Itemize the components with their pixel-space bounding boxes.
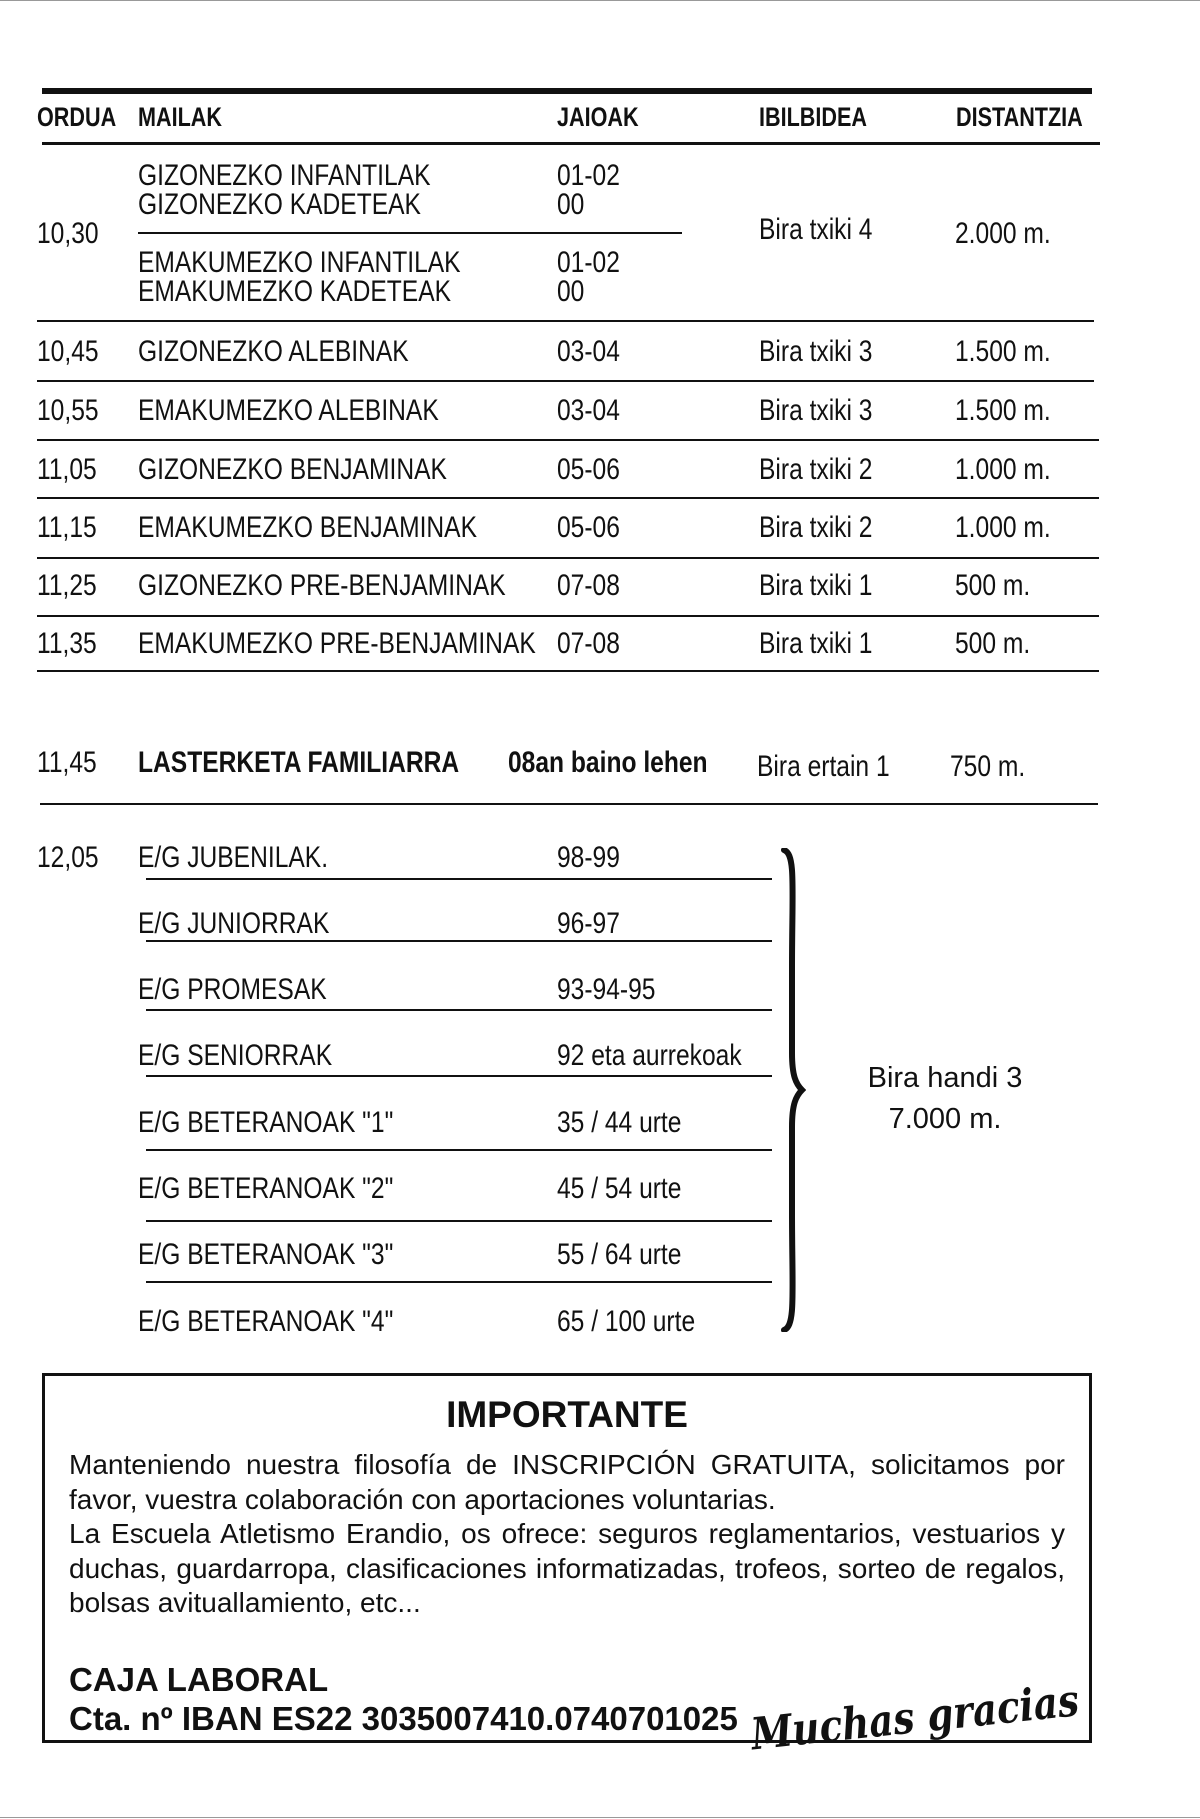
born-cell: 05-06: [557, 511, 620, 544]
born-cell: 45 / 54 urte: [557, 1172, 682, 1205]
route-cell: Bira txiki 3: [759, 335, 873, 368]
category-cell: E/G JUBENILAK.: [138, 841, 329, 874]
route-cell: Bira ertain 1: [757, 750, 890, 783]
distance-cell: 500 m.: [955, 569, 1031, 602]
header-distantzia: DISTANTZIA: [956, 102, 1083, 132]
header-jaioak: JAIOAK: [557, 102, 639, 132]
distance-cell: 2.000 m.: [955, 217, 1051, 250]
time-cell: 11,35: [37, 627, 97, 660]
distance-cell: 1.000 m.: [955, 453, 1051, 486]
row-rule: [146, 1281, 772, 1283]
row-rule: [146, 940, 772, 942]
row-rule: [40, 803, 1098, 805]
row-rule: [146, 1009, 772, 1011]
distance-cell: 1.500 m.: [955, 335, 1051, 368]
bank-name: CAJA LABORAL: [69, 1661, 329, 1698]
category-cell: E/G SENIORRAK: [138, 1039, 333, 1072]
time-cell: 10,30: [37, 217, 99, 250]
time-cell: 11,45: [37, 746, 97, 779]
row-rule: [146, 1220, 772, 1222]
notice-paragraph: Manteniendo nuestra filosofía de INSCRIPCIÓN GRATUITA, solicitamos por favor, vuestra colaboración con aportaciones voluntarias.: [69, 1449, 1065, 1515]
distance-cell: 7.000 m.: [888, 1103, 1002, 1135]
category-cell: EMAKUMEZKO INFANTILAK: [138, 246, 461, 279]
born-cell: 08an baino lehen: [508, 746, 708, 779]
route-cell: Bira txiki 2: [759, 453, 873, 486]
row-rule: [37, 439, 1099, 441]
category-cell: GIZONEZKO BENJAMINAK: [138, 453, 447, 486]
row-rule: [37, 320, 1094, 322]
category-cell: E/G BETERANOAK "2": [138, 1172, 394, 1205]
page-top-edge: [0, 0, 1200, 1]
notice-body: [69, 1448, 1065, 1621]
thanks-signature: Muchas gracias: [748, 1675, 1081, 1761]
route-cell: Bira txiki 2: [759, 511, 873, 544]
born-cell: 93-94-95: [557, 973, 656, 1006]
distance-cell: 750 m.: [950, 750, 1026, 783]
distance-cell: 1.000 m.: [955, 511, 1051, 544]
header-top-rule: [42, 88, 1092, 94]
page-bottom-edge: [0, 1817, 1200, 1818]
senior-route-distance: [845, 1058, 1045, 1140]
born-cell: 01-02: [557, 159, 620, 192]
group-divider: [138, 232, 682, 234]
time-cell: 11,05: [37, 453, 97, 486]
born-cell: 03-04: [557, 335, 620, 368]
row-rule: [146, 1075, 772, 1077]
row-rule: [37, 380, 1094, 382]
row-rule: [37, 557, 1099, 559]
distance-cell: 500 m.: [955, 627, 1031, 660]
row-rule: [37, 497, 1099, 499]
born-cell: 03-04: [557, 394, 620, 427]
category-cell: EMAKUMEZKO BENJAMINAK: [138, 511, 477, 544]
category-cell: GIZONEZKO PRE-BENJAMINAK: [138, 569, 506, 602]
born-cell: 65 / 100 urte: [557, 1305, 696, 1338]
born-cell: 92 eta aurrekoak: [557, 1039, 742, 1072]
header-bottom-rule: [42, 142, 1100, 145]
route-cell: Bira txiki 1: [759, 569, 873, 602]
time-cell: 11,25: [37, 569, 97, 602]
category-cell: E/G PROMESAK: [138, 973, 327, 1006]
category-cell: EMAKUMEZKO ALEBINAK: [138, 394, 439, 427]
header-orbua: ORDUA: [37, 102, 117, 132]
route-cell: Bira txiki 1: [759, 627, 873, 660]
distance-cell: 1.500 m.: [955, 394, 1051, 427]
notice-box: [42, 1373, 1092, 1761]
born-cell: 00: [557, 275, 585, 308]
born-cell: 07-08: [557, 627, 620, 660]
time-cell: 12,05: [37, 841, 99, 874]
category-cell: GIZONEZKO KADETEAK: [138, 188, 421, 221]
category-cell: LASTERKETA FAMILIARRA: [138, 746, 460, 779]
category-cell: E/G JUNIORRAK: [138, 907, 330, 940]
row-rule: [146, 1149, 772, 1151]
category-cell: EMAKUMEZKO PRE-BENJAMINAK: [138, 627, 536, 660]
category-cell: EMAKUMEZKO KADETEAK: [138, 275, 452, 308]
bank-account: Cta. nº IBAN ES22 3035007410.0740701025: [69, 1700, 738, 1737]
born-cell: 35 / 44 urte: [557, 1106, 682, 1139]
route-cell: Bira handi 3: [867, 1062, 1023, 1094]
born-cell: 55 / 64 urte: [557, 1238, 682, 1271]
category-cell: E/G BETERANOAK "1": [138, 1106, 394, 1139]
born-cell: 00: [557, 188, 585, 221]
right-brace-icon: [770, 848, 806, 1332]
row-rule: [37, 670, 1099, 672]
born-cell: 07-08: [557, 569, 620, 602]
row-rule: [37, 615, 1099, 617]
row-rule: [146, 878, 772, 880]
notice-title: IMPORTANTE: [446, 1394, 688, 1435]
header-mailak: MAILAK: [138, 102, 222, 132]
header-ibilbidea: IBILBIDEA: [759, 102, 867, 132]
category-cell: E/G BETERANOAK "4": [138, 1305, 394, 1338]
born-cell: 05-06: [557, 453, 620, 486]
born-cell: 98-99: [557, 841, 620, 874]
time-cell: 10,45: [37, 335, 99, 368]
notice-paragraph: La Escuela Atletismo Erandio, os ofrece: seguros reglamentarios, vestuarios y duchas, guardarropa, clasificaciones informatizadas, trofeos, sorteo de regalos, bolsas avituallamiento, etc...: [69, 1518, 1065, 1618]
route-cell: Bira txiki 4: [759, 213, 873, 246]
category-cell: GIZONEZKO INFANTILAK: [138, 159, 431, 192]
born-cell: 96-97: [557, 907, 620, 940]
category-cell: E/G BETERANOAK "3": [138, 1238, 394, 1271]
born-cell: 01-02: [557, 246, 620, 279]
time-cell: 11,15: [37, 511, 97, 544]
time-cell: 10,55: [37, 394, 99, 427]
route-cell: Bira txiki 3: [759, 394, 873, 427]
category-cell: GIZONEZKO ALEBINAK: [138, 335, 409, 368]
